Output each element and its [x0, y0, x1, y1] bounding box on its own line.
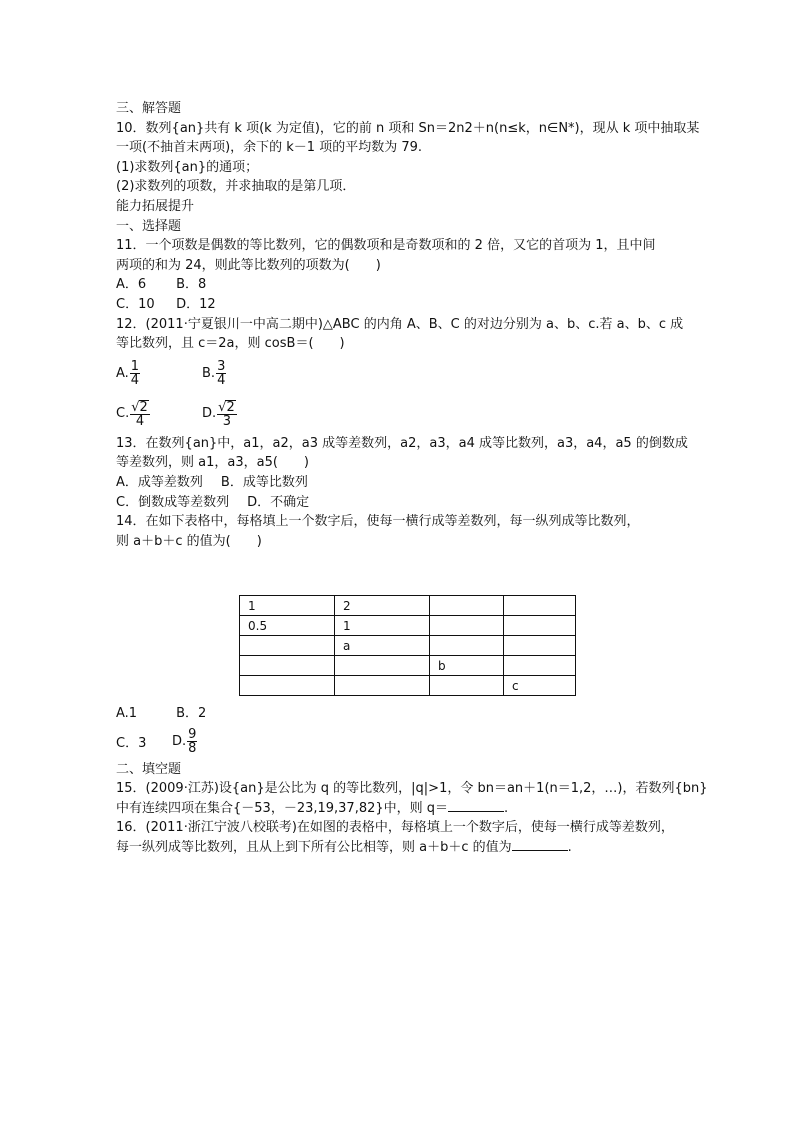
q11-option-c: C．10: [116, 296, 155, 312]
question-12: [116, 315, 696, 434]
q14-option-b: B．2: [176, 706, 207, 721]
q14-option-c: C．3: [116, 736, 147, 752]
q13-option-c: C．倒数成等差数列: [116, 494, 230, 510]
table-cell: [430, 636, 504, 656]
table-cell: 0.5: [240, 616, 335, 636]
q12-line-2: 等比数列，且 c＝2a，则 cosB＝( ): [116, 336, 345, 352]
q11-line-1: 11．一个项数是偶数的等比数列，它的偶数项和是奇数项和的 2 倍，又它的首项为 1，且中间: [116, 238, 656, 254]
section-heading-fill: 二、填空题: [116, 761, 182, 777]
section-heading-choice: 一、选择题: [116, 218, 182, 234]
q13-option-a: A．成等差数列: [116, 474, 203, 490]
table-row: [240, 616, 576, 636]
section-heading-answer: 三、解答题: [116, 101, 182, 116]
q14-options-row-1: [116, 704, 696, 724]
q14-line-1: 14．在如下表格中，每格填上一个数字后，使每一横行成等差数列，每一纵列成等比数列，: [116, 514, 640, 530]
q12-line-1: 12．(2011·宁夏银川一中高二期中)△ABC 的内角 A、B、C 的对边分别为 a、b、c.若 a、b、c 成: [116, 316, 684, 332]
q11-line-2: 两项的和为 24，则此等比数列的项数为( ): [116, 257, 381, 273]
q16-answer-blank[interactable]: [512, 838, 568, 851]
table-cell: [430, 616, 504, 636]
fraction: $\frac{9}{8}$: [188, 727, 197, 757]
table-cell: 2: [335, 596, 430, 616]
table-cell: [240, 656, 335, 676]
table-cell: c: [504, 676, 576, 696]
table-cell: [504, 616, 576, 636]
q13-options-row-1: [116, 473, 696, 493]
q11-option-b: B．8: [176, 277, 207, 293]
q14-number-table: [239, 595, 576, 696]
q10-line-2: 一项(不抽首末两项)，余下的 k－1 项的平均数为 79.: [116, 140, 423, 156]
table-cell: [430, 596, 504, 616]
table-cell: a: [335, 636, 430, 656]
document-body-continued: [116, 704, 708, 858]
document-body: [116, 99, 700, 551]
q10-part-2: (2)求数列的项数，并求抽取的是第几项．: [116, 179, 356, 195]
table-row: [240, 636, 576, 656]
q12-option-d: D. $\frac{√2}{3}$: [202, 399, 235, 429]
fraction: $\frac{1}{4}$: [130, 359, 140, 389]
q11-option-a: A．6: [116, 277, 147, 293]
table-cell: 1: [335, 616, 430, 636]
fraction: $\frac{3}{4}$: [217, 359, 226, 389]
q13-line-2: 等差数列，则 a1，a3，a5( ): [116, 455, 309, 471]
q15-answer-blank[interactable]: [448, 799, 504, 812]
q10-line-1: 10．数列{an}共有 k 项(k 为定值)，它的前 n 项和 Sn＝2n2＋n(n≤k，n∈N*)，现从 k 项中抽取某: [116, 120, 700, 136]
q11-options-row-2: [116, 295, 696, 315]
q12-option-a: A. $\frac{1}{4}$: [116, 359, 140, 389]
table-cell: b: [430, 656, 504, 676]
q14-line-2: 则 a＋b＋c 的值为( ): [116, 533, 262, 549]
q14-option-d: D. $\frac{9}{8}$: [172, 727, 197, 757]
table-cell: [240, 676, 335, 696]
table-cell: [504, 656, 576, 676]
table-cell: [335, 656, 430, 676]
table-cell: [504, 596, 576, 616]
q16-line-2: 每一纵列成等比数列，且从上到下所有公比相等，则 a＋b＋c 的值为 .: [116, 839, 572, 855]
table-cell: [335, 676, 430, 696]
q14-option-a: A.1: [116, 706, 138, 721]
q14-options-row-2: [116, 724, 696, 760]
table-cell: [430, 676, 504, 696]
section-heading-ability: 能力拓展提升: [116, 198, 195, 214]
fraction: $\frac{√2}{4}$: [131, 399, 148, 429]
question-16: [116, 818, 696, 857]
table-row: [240, 676, 576, 696]
q13-option-d: D．不确定: [247, 494, 310, 510]
q15-line-1: 15．(2009·江苏)设{an}是公比为 q 的等比数列，|q|>1，令 bn＝an＋1(n＝1,2，…)，若数列{bn}: [116, 781, 708, 797]
question-10: [116, 119, 700, 197]
question-15: [116, 779, 708, 818]
q15-line-2: 中有连续四项在集合{－53，－23,19,37,82}中，则 q＝ .: [116, 800, 509, 816]
q10-part-1: (1)求数列{an}的通项；: [116, 159, 259, 175]
question-11: [116, 236, 696, 314]
sqrt-sign: √: [218, 399, 227, 415]
table-cell: [504, 636, 576, 656]
q16-line-1: 16．(2011·浙江宁波八校联考)在如图的表格中，每格填上一个数字后，使每一横行成等差数列，: [116, 820, 674, 836]
table-cell: 1: [240, 596, 335, 616]
fraction: $\frac{√2}{3}$: [218, 399, 235, 429]
q13-line-1: 13．在数列{an}中，a1，a2，a3 成等差数列，a2，a3，a4 成等比数列，a3，a4，a5 的倒数成: [116, 435, 688, 451]
table-row: [240, 656, 576, 676]
table-cell: [240, 636, 335, 656]
q11-option-d: D．12: [176, 296, 216, 312]
q11-options-row-1: [116, 275, 696, 295]
question-14: [116, 512, 696, 551]
q12-options-row-1: [116, 354, 696, 394]
q13-options-row-2: [116, 493, 696, 513]
question-13: [116, 434, 696, 512]
table-row: [240, 596, 576, 616]
q12-option-b: B. $\frac{3}{4}$: [202, 359, 226, 389]
q12-options-row-2: [116, 394, 696, 434]
q12-option-c: C. $\frac{√2}{4}$: [116, 399, 148, 429]
sqrt-sign: √: [131, 399, 140, 415]
q13-option-b: B．成等比数列: [220, 474, 308, 490]
